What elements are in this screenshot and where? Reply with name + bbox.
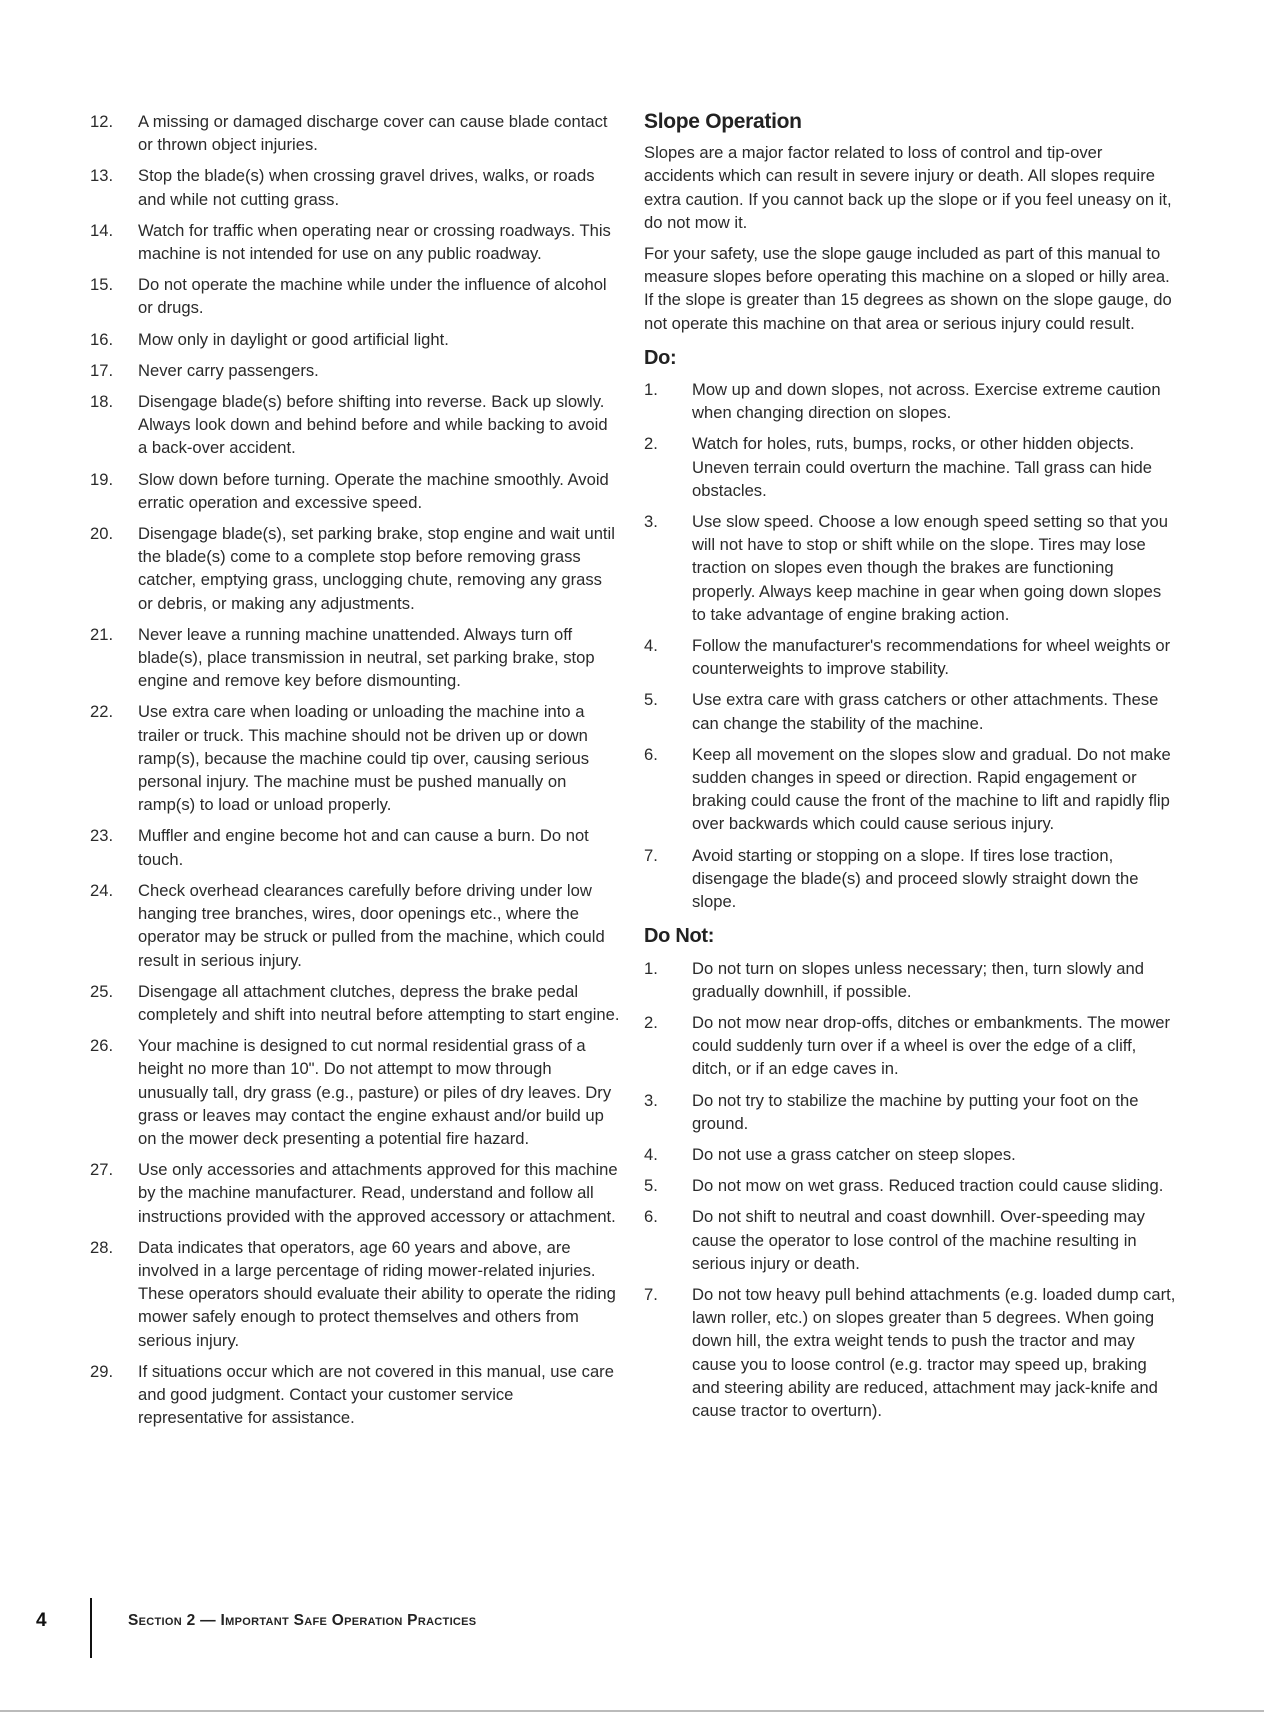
list-item-number: 1. [644, 958, 658, 978]
list-item-text: Never carry passengers. [138, 360, 319, 380]
list-item-text: Do not mow on wet grass. Reduced traction could cause sliding. [692, 1176, 1164, 1196]
list-item-number: 2. [644, 434, 658, 454]
list-item [644, 1205, 1176, 1275]
list-item [644, 957, 1176, 1003]
list-item-text: Watch for traffic when operating near or crossing roadways. This machine is not intended for use on any public roadway. [138, 220, 611, 264]
list-item-text: Follow the manufacturer's recommendations for wheel weights or counterweights to improve stability. [692, 636, 1171, 679]
footer-divider [90, 1598, 92, 1658]
list-item-number: 2. [644, 1012, 658, 1032]
list-item [90, 359, 620, 382]
list-item-number: 21. [90, 624, 114, 644]
list-item [644, 378, 1176, 424]
list-item-text: Never leave a running machine unattended. Always turn off blade(s), place transmission in neutral, set parking brake, stop engine and remove key before dismounting. [138, 624, 595, 691]
list-item [644, 432, 1176, 502]
list-item [90, 164, 620, 210]
page-number: 4 [36, 1610, 47, 1631]
list-item-text: Mow up and down slopes, not across. Exercise extreme caution when changing direction on slopes. [692, 380, 1161, 423]
list-item [90, 273, 620, 319]
list-item [90, 1236, 620, 1352]
list-item-text: Do not try to stabilize the machine by putting your foot on the ground. [692, 1090, 1139, 1133]
list-item [90, 623, 620, 693]
list-item-number: 26. [90, 1036, 114, 1056]
list-item [644, 743, 1176, 836]
list-item-text: Check overhead clearances carefully before driving under low hanging tree branches, wires, door openings etc., where the operator may be struck or pulled from the machine, which could result in serious injury. [138, 880, 605, 970]
list-item-text: Do not tow heavy pull behind attachments (e.g. loaded dump cart, lawn roller, etc.) on slopes greater than 5 degrees. When going down hill, the extra weight tends to push the tractor and may cause you to loose control (e.g. tractor may speed up, braking and steering ability are reduced, attachment may jack-knife and cause tractor to overturn). [692, 1284, 1176, 1420]
list-item [90, 700, 620, 816]
do-heading: Do: [644, 346, 677, 369]
list-item-number: 5. [644, 1176, 658, 1196]
list-item-number: 3. [644, 512, 658, 532]
list-item-text: Disengage blade(s), set parking brake, stop engine and wait until the blade(s) come to a complete stop before removing grass catcher, emptying grass, unclogging chute, removing any grass or debris, or making any adjustments. [138, 524, 615, 613]
list-item-text: Watch for holes, ruts, bumps, rocks, or other hidden objects. Uneven terrain could overturn the machine. Tall grass can hide obstacles. [692, 434, 1152, 500]
list-item-text: Muffler and engine become hot and can cause a burn. Do not touch. [138, 826, 589, 869]
left-column [90, 110, 620, 1437]
list-item [644, 634, 1176, 680]
list-item-number: 7. [644, 845, 658, 865]
list-item-text: Do not turn on slopes unless necessary; then, turn slowly and gradually downhill, if possible. [692, 958, 1144, 1001]
list-item-text: A missing or damaged discharge cover can cause blade contact or thrown object injuries. [138, 112, 608, 155]
safety-list [90, 110, 620, 1429]
page-footer [0, 1598, 1264, 1658]
list-item [90, 522, 620, 615]
list-item-number: 17. [90, 360, 114, 380]
list-item-number: 6. [644, 1207, 658, 1227]
list-item-text: Use only accessories and attachments approved for this machine by the machine manufacturer. Read, understand and follow all instructions provided with the approved accessory or attachment. [138, 1160, 618, 1226]
list-item-text: Use extra care with grass catchers or other attachments. These can change the stability of the machine. [692, 690, 1159, 733]
list-item-text: Your machine is designed to cut normal residential grass of a height no more than 10". Do not attempt to mow through unusually tall, dry grass (e.g., pasture) or piles of dry leaves. Dry grass or leaves may contact the engine exhaust and/or build up on the mower deck presenting a potential fire hazard. [138, 1036, 612, 1148]
list-item-number: 4. [644, 1144, 658, 1164]
list-item-number: 19. [90, 469, 114, 489]
list-item [90, 1360, 620, 1430]
list-item [644, 1011, 1176, 1081]
list-item-text: Avoid starting or stopping on a slope. If tires lose traction, disengage the blade(s) and proceed slowly straight down the slope. [692, 845, 1139, 912]
list-item [644, 510, 1176, 626]
list-item [644, 1174, 1176, 1197]
list-item [90, 980, 620, 1026]
list-item [644, 844, 1176, 914]
list-item-text: Use extra care when loading or unloading the machine into a trailer or truck. This machine should not be driven up or down ramp(s), because the machine could tip over, causing serious personal injury. The machine must be pushed manually on ramp(s) to load or unload properly. [138, 702, 590, 815]
do-not-heading: Do Not: [644, 925, 715, 948]
list-item-number: 28. [90, 1237, 114, 1257]
slope-paragraph-2: For your safety, use the slope gauge included as part of this manual to measure slopes before operating this machine on a sloped or hilly area. If the slope is greater than 15 degrees as shown on the slope gauge, do not operate this machine on that area or serious injury could result. [644, 244, 1172, 333]
list-item-number: 20. [90, 524, 114, 544]
list-item-number: 29. [90, 1361, 114, 1381]
list-item [90, 468, 620, 514]
list-item-number: 22. [90, 702, 114, 722]
list-item-number: 4. [644, 636, 658, 656]
list-item-number: 12. [90, 112, 114, 131]
list-item-number: 3. [644, 1090, 658, 1110]
slope-operation-heading: Slope Operation [644, 110, 802, 133]
list-item-text: Disengage blade(s) before shifting into reverse. Back up slowly. Always look down and behind before and while backing to avoid a back-over accident. [138, 392, 608, 458]
list-item-text: Data indicates that operators, age 60 years and above, are involved in a large percentage of riding mower-related injuries. These operators should evaluate their ability to operate the riding mower safely enough to protect themselves and others from serious injury. [138, 1237, 616, 1350]
list-item-text: Do not mow near drop-offs, ditches or embankments. The mower could suddenly turn over if a wheel is over the edge of a cliff, ditch, or if an edge caves in. [692, 1012, 1171, 1079]
list-item-text: Use slow speed. Choose a low enough speed setting so that you will not have to stop or shift while on the slope. Tires may lose traction on slopes even though the brakes are functioning properly. Always keep machine in gear when going down slopes to take advantage of engine braking action. [692, 512, 1168, 624]
list-item [90, 219, 620, 265]
list-item-number: 27. [90, 1160, 114, 1180]
list-item-number: 18. [90, 392, 114, 412]
list-item-text: Stop the blade(s) when crossing gravel drives, walks, or roads and while not cutting grass. [138, 166, 595, 209]
list-item-number: 24. [90, 880, 114, 900]
list-item [644, 1089, 1176, 1135]
list-item-number: 5. [644, 690, 658, 710]
list-item-text: If situations occur which are not covered in this manual, use care and good judgment. Contact your customer service representative for assistance. [138, 1361, 614, 1428]
list-item-text: Mow only in daylight or good artificial light. [138, 329, 449, 349]
list-item-number: 6. [644, 744, 658, 764]
list-item-number: 1. [644, 380, 658, 400]
list-item [90, 879, 620, 972]
list-item-number: 14. [90, 220, 114, 240]
list-item-number: 7. [644, 1284, 658, 1304]
list-item [90, 1158, 620, 1228]
list-item [90, 110, 620, 156]
list-item-text: Disengage all attachment clutches, depress the brake pedal completely and shift into neutral before attempting to start engine. [138, 981, 620, 1024]
right-column [644, 110, 1176, 1430]
list-item-number: 13. [90, 166, 114, 186]
list-item-number: 16. [90, 329, 114, 349]
slope-paragraph-1: Slopes are a major factor related to loss of control and tip-over accidents which can result in severe injury or death. All slopes require extra caution. If you cannot back up the slope or if you feel uneasy on it, do not mow it. [644, 143, 1172, 232]
section-title: Section 2 — Important Safe Operation Practices [128, 1612, 477, 1629]
list-item-text: Do not shift to neutral and coast downhill. Over-speeding may cause the operator to lose control of the machine resulting in serious injury or death. [692, 1207, 1145, 1273]
list-item-text: Slow down before turning. Operate the machine smoothly. Avoid erratic operation and excessive speed. [138, 469, 609, 512]
list-item [644, 688, 1176, 734]
list-item [644, 1143, 1176, 1166]
list-item-number: 15. [90, 275, 114, 295]
list-item [90, 390, 620, 460]
list-item [644, 1283, 1176, 1422]
list-item-text: Do not operate the machine while under the influence of alcohol or drugs. [138, 275, 607, 318]
list-item-number: 23. [90, 826, 114, 846]
list-item [90, 328, 620, 351]
list-item-text: Keep all movement on the slopes slow and gradual. Do not make sudden changes in speed or direction. Rapid engagement or braking could cause the front of the machine to lift and rapidly flip over backwards which could cause serious injury. [692, 744, 1171, 834]
page-bottom-rule [0, 1710, 1264, 1712]
list-item-number: 25. [90, 981, 114, 1001]
list-item [90, 1034, 620, 1150]
list-item-text: Do not use a grass catcher on steep slopes. [692, 1144, 1016, 1164]
do-not-list [644, 957, 1176, 1423]
list-item [90, 824, 620, 870]
do-list [644, 378, 1176, 913]
